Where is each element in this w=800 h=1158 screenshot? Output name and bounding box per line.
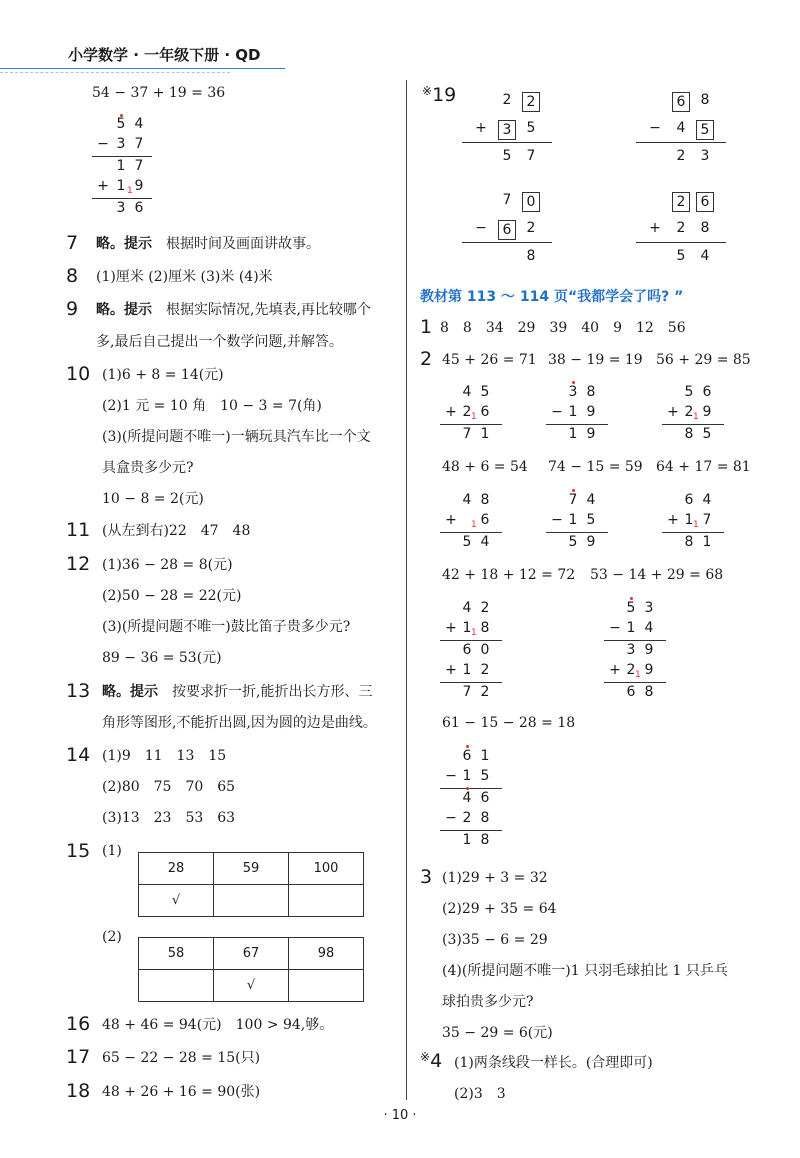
fill-box-calculation: 7 0 − 6 2 8 [462,192,552,268]
question-number: 1 [420,316,433,338]
fill-box-calculation: 6 8 − 4 5 2 3 [636,92,726,168]
question-number: 13 [66,680,91,702]
question-number: 7 [66,232,79,254]
equation: 54 − 37 + 19 = 36 [92,85,226,101]
question-number: 16 [66,1013,91,1035]
question-number: 14 [66,744,91,766]
question-number: 18 [66,1080,91,1102]
question-number: ※4 [420,1050,443,1072]
question-number: 10 [66,363,91,385]
question-number: 17 [66,1046,91,1068]
vertical-calculation: 5 4 − 3 7 1 7 + 1 9 1 3 6 [92,116,162,226]
answer-table-1: 28 59 100 √ [138,852,364,917]
fill-box-calculation: 2 2 + 3 5 5 7 [462,92,552,168]
page-number: · 10 · [383,1108,417,1123]
vertical-calculation: 4 8 + 6 1 5 4 [440,492,504,556]
question-number: 8 [66,265,79,287]
question-number: 12 [66,553,91,575]
vertical-calculation: 5 3 − 1 4 3 9 + 2 9 1 6 8 [604,600,668,706]
vertical-calculation: 3 8 − 1 9 1 9 [546,384,610,448]
vertical-calculation: 4 2 + 1 8 1 6 0 + 1 2 7 2 [440,600,504,706]
vertical-calculation: 6 1 − 1 5 4 6 − 2 8 1 8 [440,748,504,854]
vertical-calculation: 6 4 + 1 7 1 8 1 [662,492,726,556]
column-divider [406,80,407,1100]
header-rule [0,68,285,69]
vertical-calculation: 4 5 + 2 6 1 7 1 [440,384,504,448]
question-number: 9 [66,298,79,320]
vertical-calculation: 7 4 − 1 5 5 9 [546,492,610,556]
header-rule-dashed [0,72,230,73]
running-header: 小学数学 · 一年级下册 · QD [68,46,261,64]
question-number: 11 [66,519,91,541]
question-number: 2 [420,348,433,370]
question-number: 15 [66,840,91,862]
question-number: 3 [420,866,433,888]
section-heading: 教材第 113 ～ 114 页“我都学会了吗? ” [420,289,684,305]
question-number: ※19 [422,84,457,106]
fill-box-calculation: 2 6 + 2 8 5 4 [636,192,726,268]
answer-table-2: 58 67 98 √ [138,937,364,1002]
vertical-calculation: 5 6 + 2 9 1 8 5 [662,384,726,448]
